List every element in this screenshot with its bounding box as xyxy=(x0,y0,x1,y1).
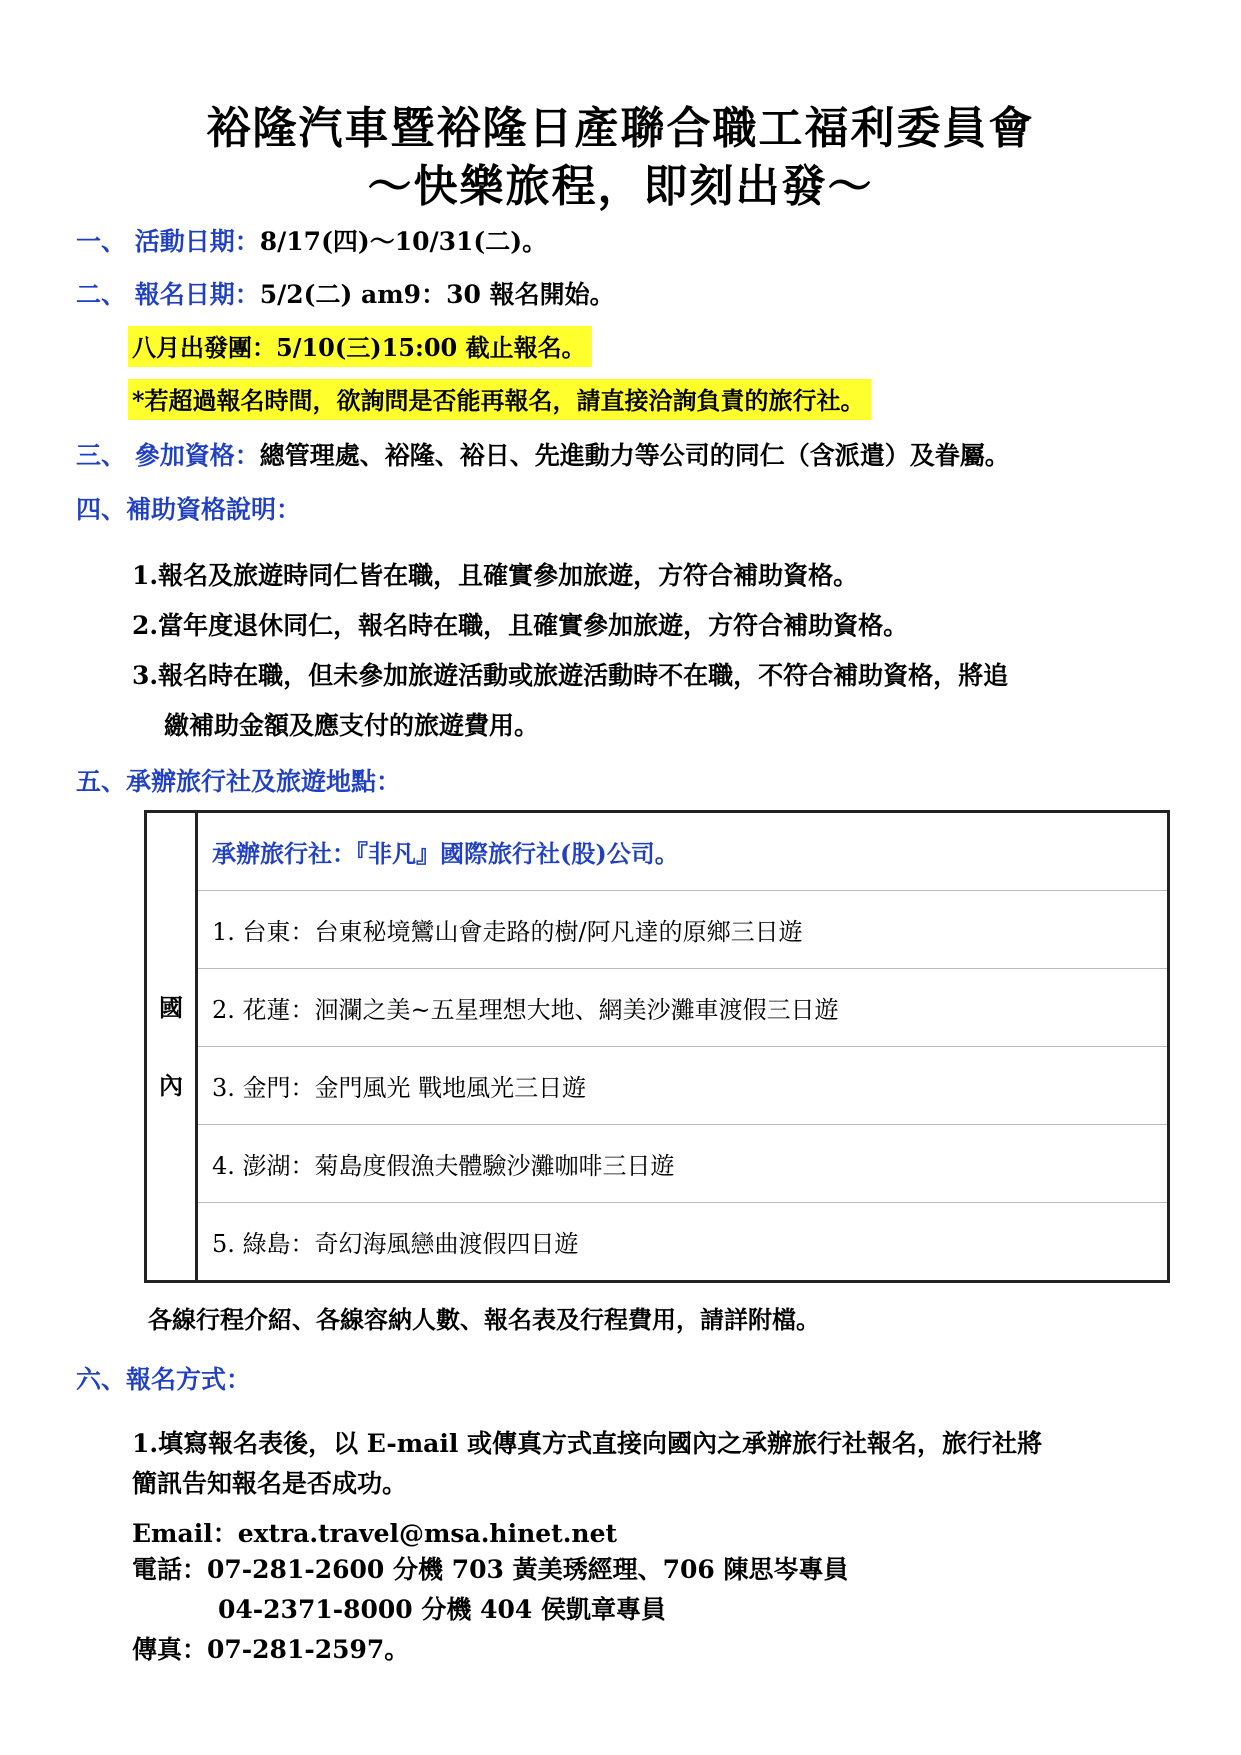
page-title: 裕隆汽車暨裕隆日產聯合職工福利委員會 xyxy=(206,103,1035,154)
section-label: 報名日期： xyxy=(134,280,260,309)
destination-row: 2. 花蓮：洄瀾之美~五星理想大地、網美沙灘車渡假三日遊 xyxy=(197,969,1169,1047)
section-registration-method-heading: 六、報名方式： xyxy=(76,1365,252,1394)
contact-phone-2: 04-2371-8000 分機 404 侯凱章專員 xyxy=(218,1595,666,1624)
domestic-char-2: 內 xyxy=(159,1070,183,1100)
subsidy-item-1: 1.報名及旅遊時同仁皆在職，且確實參加旅遊，方符合補助資格。 xyxy=(132,561,859,590)
subsidy-item-3: 3.報名時在職，但未參加旅遊活動或旅遊活動時不在職，不符合補助資格，將追 xyxy=(132,661,1009,690)
section-subsidy-heading: 四、補助資格說明： xyxy=(76,495,302,524)
section-number: 二、 xyxy=(76,280,127,309)
subsidy-item-2: 2.當年度退休同仁，報名時在職，且確實參加旅遊，方符合補助資格。 xyxy=(132,611,909,640)
domestic-char-1: 國 xyxy=(159,992,183,1022)
section-number: 三、 xyxy=(76,441,127,470)
method-item-1-cont: 簡訊告知報名是否成功。 xyxy=(132,1469,408,1498)
section-value: 8/17(四)～10/31(二)。 xyxy=(259,227,548,256)
contact-fax: 傳真：07-281-2597。 xyxy=(132,1635,410,1664)
attachment-note: 各線行程介紹、各線容納人數、報名表及行程費用，請詳附檔。 xyxy=(148,1305,820,1334)
domestic-label xyxy=(146,812,197,1282)
section-label: 參加資格： xyxy=(134,441,260,470)
destination-table xyxy=(144,810,1170,1283)
contact-email: Email：extra.travel@msa.hinet.net xyxy=(132,1519,618,1548)
section-registration-date xyxy=(76,275,615,311)
highlight-deadline: 八月出發團：5/10(三)15:00 截止報名。 xyxy=(128,326,592,367)
page-subtitle: ～快樂旅程，即刻出發～ xyxy=(367,161,874,212)
section-value: 總管理處、裕隆、裕日、先進動力等公司的同仁（含派遣）及眷屬。 xyxy=(259,441,1010,470)
agency-row: 承辦旅行社：『非凡』國際旅行社(股)公司。 xyxy=(197,812,1169,891)
destination-row: 5. 綠島：奇幻海風戀曲渡假四日遊 xyxy=(212,1230,579,1258)
destination-row: 1. 台東：台東秘境鸞山會走路的樹/阿凡達的原鄉三日遊 xyxy=(197,891,1169,969)
destination-row: 4. 澎湖：菊島度假漁夫體驗沙灘咖啡三日遊 xyxy=(197,1125,1169,1203)
contact-phone-1: 電話：07-281-2600 分機 703 黃美琇經理、706 陳思岑專員 xyxy=(132,1555,849,1584)
destination-row: 3. 金門：金門風光 戰地風光三日遊 xyxy=(197,1047,1169,1125)
subsidy-item-3-cont: 繳補助金額及應支付的旅遊費用。 xyxy=(164,711,540,740)
highlight-late-registration: *若超過報名時間，欲詢問是否能再報名，請直接洽詢負責的旅行社。 xyxy=(128,379,871,420)
section-eligibility xyxy=(76,436,1010,472)
section-label: 活動日期： xyxy=(134,227,260,256)
section-agency-heading: 五、承辦旅行社及旅遊地點： xyxy=(76,767,402,796)
section-value: 5/2(二) am9：30 報名開始。 xyxy=(259,280,615,309)
section-number: 一、 xyxy=(76,227,127,256)
section-activity-date xyxy=(76,222,547,258)
method-item-1: 1.填寫報名表後，以 E-mail 或傳真方式直接向國內之承辦旅行社報名，旅行社將 xyxy=(132,1429,1043,1458)
